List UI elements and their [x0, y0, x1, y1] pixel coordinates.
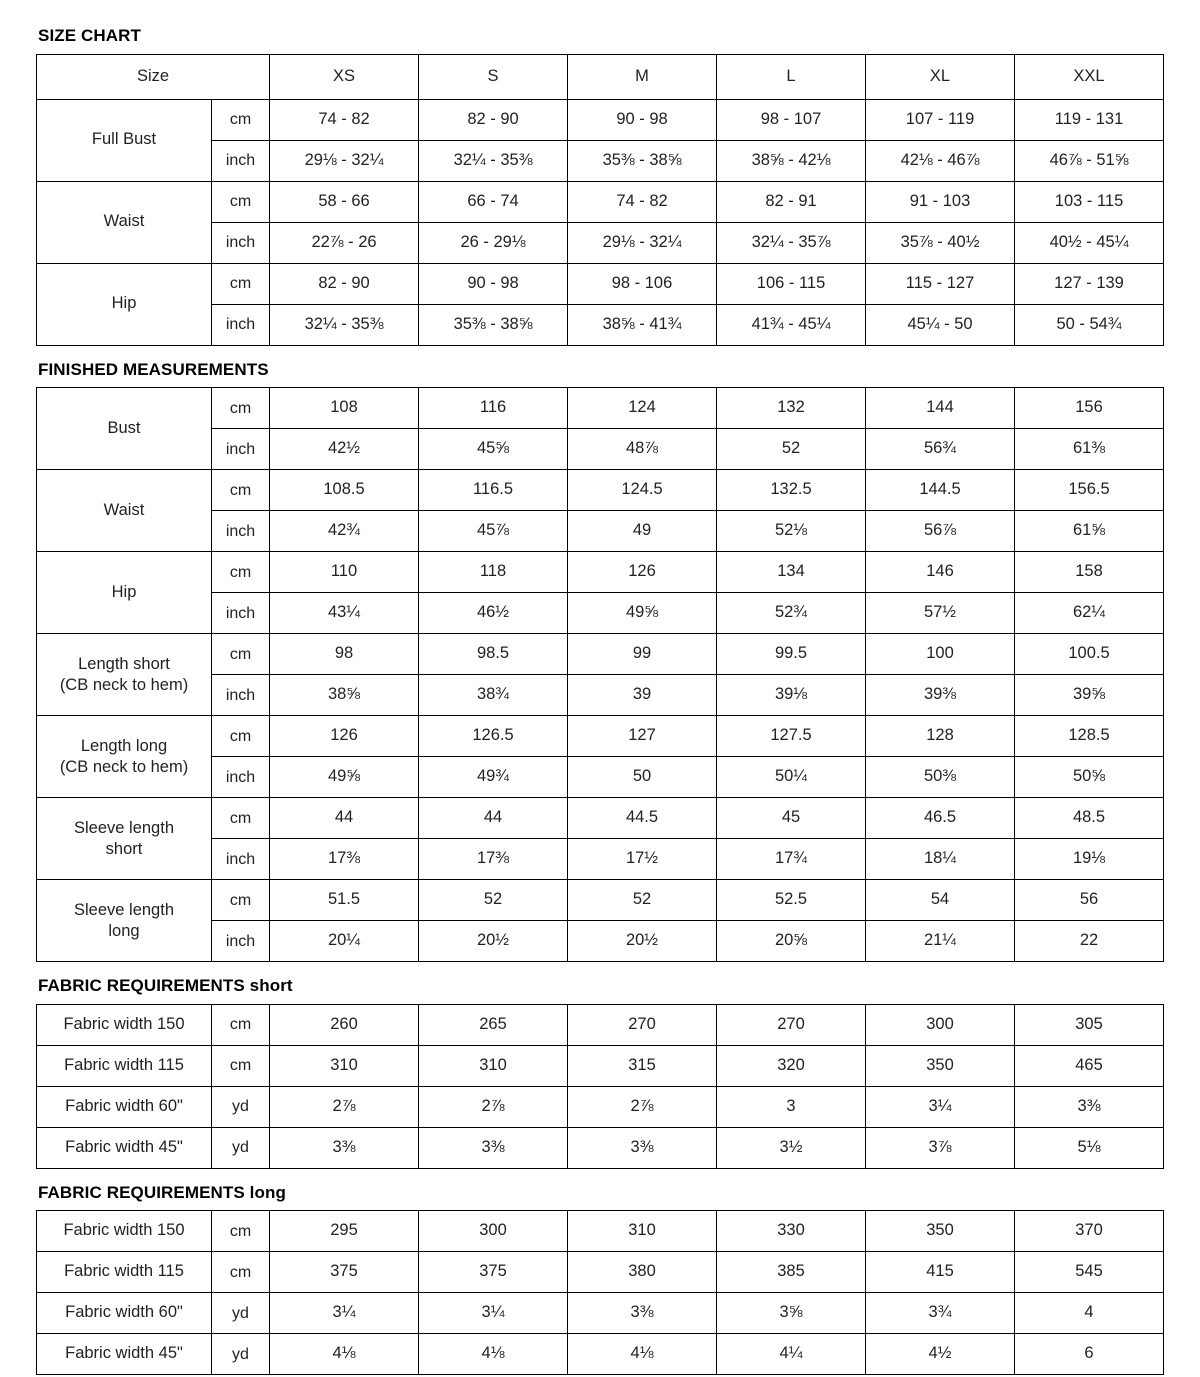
measurement-value: 44 — [419, 798, 568, 839]
row-label: Fabric width 115 — [37, 1045, 212, 1086]
measurement-value: 21¼ — [866, 921, 1015, 962]
measurement-value: 98 - 106 — [568, 263, 717, 304]
column-header-xxl: XXL — [1015, 54, 1164, 99]
fabric-value: 3⅜ — [1015, 1086, 1164, 1127]
column-header-l: L — [717, 54, 866, 99]
unit-label: inch — [212, 511, 270, 552]
measurement-value: 50 - 54¾ — [1015, 304, 1164, 345]
table-row — [37, 880, 1164, 921]
fabric-value: 350 — [866, 1211, 1015, 1252]
column-header-m: M — [568, 54, 717, 99]
measurement-value: 98.5 — [419, 634, 568, 675]
fabric-value: 300 — [866, 1004, 1015, 1045]
table-row — [37, 1045, 1164, 1086]
fabric-value: 3⅞ — [866, 1127, 1015, 1168]
measurement-value: 158 — [1015, 552, 1164, 593]
column-header-s: S — [419, 54, 568, 99]
fabric-value: 4 — [1015, 1293, 1164, 1334]
table-row — [37, 1086, 1164, 1127]
row-label: Waist — [37, 181, 212, 263]
size-chart-table — [36, 54, 1164, 346]
measurement-value: 90 - 98 — [419, 263, 568, 304]
measurement-value: 20½ — [568, 921, 717, 962]
measurement-value: 32¼ - 35⅜ — [270, 304, 419, 345]
measurement-value: 38⅝ — [270, 675, 419, 716]
unit-label: inch — [212, 429, 270, 470]
measurement-value: 39⅜ — [866, 675, 1015, 716]
measurement-value: 49⅝ — [270, 757, 419, 798]
unit-label: cm — [212, 1211, 270, 1252]
measurement-value: 44 — [270, 798, 419, 839]
measurement-value: 43¼ — [270, 593, 419, 634]
fabric-value: 3¼ — [419, 1293, 568, 1334]
fabric-value: 3¾ — [866, 1293, 1015, 1334]
unit-label: cm — [212, 880, 270, 921]
fabric-value: 375 — [270, 1252, 419, 1293]
measurement-value: 48⅞ — [568, 429, 717, 470]
row-label-line: long — [108, 921, 140, 940]
unit-label: yd — [212, 1293, 270, 1334]
measurement-value: 20½ — [419, 921, 568, 962]
measurement-value: 17¾ — [717, 839, 866, 880]
measurement-value: 156.5 — [1015, 470, 1164, 511]
measurement-value: 128.5 — [1015, 716, 1164, 757]
fabric-value: 305 — [1015, 1004, 1164, 1045]
measurement-value: 116 — [419, 388, 568, 429]
measurement-value: 46.5 — [866, 798, 1015, 839]
fabric-value: 465 — [1015, 1045, 1164, 1086]
fabric-value: 315 — [568, 1045, 717, 1086]
row-label-line: Sleeve length — [74, 900, 174, 919]
fabric-value: 295 — [270, 1211, 419, 1252]
measurement-value: 26 - 29⅛ — [419, 222, 568, 263]
measurement-value: 91 - 103 — [866, 181, 1015, 222]
measurement-value: 22 — [1015, 921, 1164, 962]
row-label — [37, 470, 212, 552]
fabric-value: 3¼ — [270, 1293, 419, 1334]
measurement-value: 35⅜ - 38⅝ — [568, 140, 717, 181]
measurement-value: 17⅜ — [270, 839, 419, 880]
fabric-value: 310 — [419, 1045, 568, 1086]
column-header-xs: XS — [270, 54, 419, 99]
measurement-value: 126 — [270, 716, 419, 757]
row-label-line: short — [105, 839, 143, 858]
measurement-value: 50⅜ — [866, 757, 1015, 798]
measurement-value: 108.5 — [270, 470, 419, 511]
unit-label: cm — [212, 1004, 270, 1045]
measurement-value: 106 - 115 — [717, 263, 866, 304]
table-row — [37, 181, 1164, 222]
fabric-value: 5⅛ — [1015, 1127, 1164, 1168]
column-header-xl: XL — [866, 54, 1015, 99]
fabric-value: 380 — [568, 1252, 717, 1293]
fabric-value: 4⅛ — [419, 1334, 568, 1375]
measurement-value: 45 — [717, 798, 866, 839]
row-label: Fabric width 150 — [37, 1004, 212, 1045]
row-label — [37, 880, 212, 962]
unit-label: cm — [212, 263, 270, 304]
measurement-value: 45⅝ — [419, 429, 568, 470]
row-label-line: Length long — [80, 736, 168, 755]
unit-label: inch — [212, 593, 270, 634]
fabric-value: 310 — [270, 1045, 419, 1086]
fabric-long-heading-suffix: long — [244, 1182, 286, 1202]
measurement-value: 50⅝ — [1015, 757, 1164, 798]
unit-label: yd — [212, 1334, 270, 1375]
unit-label: inch — [212, 304, 270, 345]
measurement-value: 124 — [568, 388, 717, 429]
table-row — [37, 1252, 1164, 1293]
measurement-value: 98 — [270, 634, 419, 675]
measurement-value: 134 — [717, 552, 866, 593]
table-row — [37, 716, 1164, 757]
table-row — [37, 634, 1164, 675]
measurement-value: 66 - 74 — [419, 181, 568, 222]
fabric-value: 270 — [717, 1004, 866, 1045]
fabric-value: 3⅝ — [717, 1293, 866, 1334]
fabric-value: 3⅜ — [419, 1127, 568, 1168]
table-row — [37, 388, 1164, 429]
measurement-value: 52 — [419, 880, 568, 921]
measurement-value: 39⅝ — [1015, 675, 1164, 716]
measurement-value: 74 - 82 — [270, 99, 419, 140]
measurement-value: 100.5 — [1015, 634, 1164, 675]
measurement-value: 156 — [1015, 388, 1164, 429]
measurement-value: 52.5 — [717, 880, 866, 921]
measurement-value: 56 — [1015, 880, 1164, 921]
measurement-value: 48.5 — [1015, 798, 1164, 839]
unit-label: inch — [212, 839, 270, 880]
measurement-value: 108 — [270, 388, 419, 429]
fabric-value: 385 — [717, 1252, 866, 1293]
measurement-value: 20¼ — [270, 921, 419, 962]
fabric-value: 3⅜ — [568, 1293, 717, 1334]
measurement-value: 42¾ — [270, 511, 419, 552]
measurement-value: 32¼ - 35⅞ — [717, 222, 866, 263]
measurement-value: 18¼ — [866, 839, 1015, 880]
measurement-value: 56⅞ — [866, 511, 1015, 552]
table-row — [37, 1293, 1164, 1334]
measurement-value: 52 — [717, 429, 866, 470]
fabric-short-heading-suffix: short — [244, 976, 293, 996]
measurement-value: 39⅛ — [717, 675, 866, 716]
fabric-value: 370 — [1015, 1211, 1164, 1252]
fabric-value: 3½ — [717, 1127, 866, 1168]
fabric-value: 270 — [568, 1004, 717, 1045]
unit-label: inch — [212, 757, 270, 798]
fabric-value: 300 — [419, 1211, 568, 1252]
fabric-value: 545 — [1015, 1252, 1164, 1293]
fabric-value: 375 — [419, 1252, 568, 1293]
measurement-value: 51.5 — [270, 880, 419, 921]
row-label: Fabric width 115 — [37, 1252, 212, 1293]
measurement-value: 82 - 90 — [419, 99, 568, 140]
measurement-value: 46⅞ - 51⅝ — [1015, 140, 1164, 181]
fabric-value: 2⅞ — [568, 1086, 717, 1127]
row-label-line: (CB neck to hem) — [59, 757, 189, 776]
measurement-value: 49 — [568, 511, 717, 552]
row-label-line: Sleeve length — [74, 818, 174, 837]
measurement-value: 45⅞ — [419, 511, 568, 552]
measurement-value: 17⅜ — [419, 839, 568, 880]
row-label-line: Waist — [103, 501, 145, 520]
row-label: Fabric width 45" — [37, 1127, 212, 1168]
fabric-value: 265 — [419, 1004, 568, 1045]
finished-measurements-heading: FINISHED MEASUREMENTS — [38, 359, 269, 379]
unit-label: inch — [212, 222, 270, 263]
table-row — [37, 1004, 1164, 1045]
row-label: Fabric width 60" — [37, 1293, 212, 1334]
unit-label: cm — [212, 388, 270, 429]
table-row — [37, 1334, 1164, 1375]
measurement-value: 144.5 — [866, 470, 1015, 511]
fabric-value: 350 — [866, 1045, 1015, 1086]
fabric-value: 3 — [717, 1086, 866, 1127]
fabric-value: 3⅜ — [568, 1127, 717, 1168]
measurement-value: 118 — [419, 552, 568, 593]
row-label-line: (CB neck to hem) — [59, 675, 189, 694]
measurement-value: 46½ — [419, 593, 568, 634]
row-label — [37, 388, 212, 470]
unit-label: cm — [212, 181, 270, 222]
measurement-value: 132.5 — [717, 470, 866, 511]
measurement-value: 61⅝ — [1015, 511, 1164, 552]
fabric-value: 3⅜ — [270, 1127, 419, 1168]
table-row — [37, 1127, 1164, 1168]
measurement-value: 127.5 — [717, 716, 866, 757]
fabric-value: 4⅛ — [568, 1334, 717, 1375]
measurement-value: 100 — [866, 634, 1015, 675]
row-label — [37, 716, 212, 798]
fabric-long-table — [36, 1210, 1164, 1375]
measurement-value: 45¼ - 50 — [866, 304, 1015, 345]
column-header-size: Size — [37, 54, 270, 99]
measurement-value: 116.5 — [419, 470, 568, 511]
measurement-value: 58 - 66 — [270, 181, 419, 222]
measurement-value: 99.5 — [717, 634, 866, 675]
measurement-value: 49⅝ — [568, 593, 717, 634]
measurement-value: 127 - 139 — [1015, 263, 1164, 304]
fabric-value: 3¼ — [866, 1086, 1015, 1127]
measurement-value: 110 — [270, 552, 419, 593]
measurement-value: 74 - 82 — [568, 181, 717, 222]
unit-label: inch — [212, 140, 270, 181]
measurement-value: 38¾ — [419, 675, 568, 716]
unit-label: yd — [212, 1127, 270, 1168]
measurement-value: 50¼ — [717, 757, 866, 798]
fabric-value: 330 — [717, 1211, 866, 1252]
measurement-value: 50 — [568, 757, 717, 798]
fabric-value: 2⅞ — [270, 1086, 419, 1127]
fabric-short-heading-main: FABRIC REQUIREMENTS — [38, 976, 245, 996]
fabric-value: 320 — [717, 1045, 866, 1086]
measurement-value: 99 — [568, 634, 717, 675]
fabric-value: 6 — [1015, 1334, 1164, 1375]
measurement-value: 132 — [717, 388, 866, 429]
measurement-value: 98 - 107 — [717, 99, 866, 140]
measurement-value: 82 - 90 — [270, 263, 419, 304]
measurement-value: 52 — [568, 880, 717, 921]
row-label: Fabric width 60" — [37, 1086, 212, 1127]
row-label: Hip — [37, 263, 212, 345]
unit-label: cm — [212, 634, 270, 675]
table-row — [37, 470, 1164, 511]
measurement-value: 35⅜ - 38⅝ — [419, 304, 568, 345]
fabric-value: 4½ — [866, 1334, 1015, 1375]
fabric-value: 260 — [270, 1004, 419, 1045]
table-row — [37, 99, 1164, 140]
measurement-value: 42⅛ - 46⅞ — [866, 140, 1015, 181]
table-row — [37, 798, 1164, 839]
measurement-value: 49¾ — [419, 757, 568, 798]
measurement-value: 61⅜ — [1015, 429, 1164, 470]
measurement-value: 107 - 119 — [866, 99, 1015, 140]
measurement-value: 52⅛ — [717, 511, 866, 552]
row-label: Fabric width 45" — [37, 1334, 212, 1375]
row-label — [37, 634, 212, 716]
measurement-value: 119 - 131 — [1015, 99, 1164, 140]
measurement-value: 146 — [866, 552, 1015, 593]
fabric-short-heading — [38, 976, 1164, 996]
measurement-value: 124.5 — [568, 470, 717, 511]
measurement-value: 44.5 — [568, 798, 717, 839]
measurement-value: 32¼ - 35⅜ — [419, 140, 568, 181]
measurement-value: 90 - 98 — [568, 99, 717, 140]
measurement-value: 40½ - 45¼ — [1015, 222, 1164, 263]
measurement-value: 20⅝ — [717, 921, 866, 962]
measurement-value: 41¾ - 45¼ — [717, 304, 866, 345]
size-chart-header-row — [37, 54, 1164, 99]
unit-label: cm — [212, 798, 270, 839]
measurement-value: 103 - 115 — [1015, 181, 1164, 222]
unit-label: inch — [212, 675, 270, 716]
row-label — [37, 798, 212, 880]
table-row — [37, 1211, 1164, 1252]
measurement-value: 29⅛ - 32¼ — [568, 222, 717, 263]
measurement-value: 126.5 — [419, 716, 568, 757]
measurement-value: 19⅛ — [1015, 839, 1164, 880]
measurement-value: 35⅞ - 40½ — [866, 222, 1015, 263]
fabric-value: 310 — [568, 1211, 717, 1252]
size-chart-heading: SIZE CHART — [38, 26, 141, 45]
unit-label: cm — [212, 552, 270, 593]
fabric-long-heading — [38, 1183, 1164, 1203]
finished-measurements-table — [36, 387, 1164, 962]
row-label-line: Hip — [111, 583, 137, 602]
unit-label: cm — [212, 470, 270, 511]
fabric-value: 415 — [866, 1252, 1015, 1293]
row-label-line: Bust — [107, 419, 141, 438]
measurement-value: 29⅛ - 32¼ — [270, 140, 419, 181]
measurement-value: 52¾ — [717, 593, 866, 634]
measurement-value: 17½ — [568, 839, 717, 880]
row-label: Fabric width 150 — [37, 1211, 212, 1252]
unit-label: inch — [212, 921, 270, 962]
fabric-value: 4¼ — [717, 1334, 866, 1375]
fabric-value: 2⅞ — [419, 1086, 568, 1127]
measurement-value: 38⅝ - 42⅛ — [717, 140, 866, 181]
row-label: Full Bust — [37, 99, 212, 181]
table-row — [37, 263, 1164, 304]
measurement-value: 128 — [866, 716, 1015, 757]
measurement-value: 38⅝ - 41¾ — [568, 304, 717, 345]
fabric-value: 4⅛ — [270, 1334, 419, 1375]
measurement-value: 57½ — [866, 593, 1015, 634]
unit-label: cm — [212, 1252, 270, 1293]
measurement-value: 127 — [568, 716, 717, 757]
unit-label: cm — [212, 99, 270, 140]
measurement-value: 42½ — [270, 429, 419, 470]
table-row — [37, 552, 1164, 593]
measurement-value: 54 — [866, 880, 1015, 921]
fabric-short-table — [36, 1004, 1164, 1169]
measurement-value: 82 - 91 — [717, 181, 866, 222]
measurement-value: 22⅞ - 26 — [270, 222, 419, 263]
measurement-value: 39 — [568, 675, 717, 716]
unit-label: yd — [212, 1086, 270, 1127]
measurement-value: 62¼ — [1015, 593, 1164, 634]
measurement-value: 56¾ — [866, 429, 1015, 470]
measurement-value: 115 - 127 — [866, 263, 1015, 304]
unit-label: cm — [212, 1045, 270, 1086]
row-label — [37, 552, 212, 634]
measurement-value: 144 — [866, 388, 1015, 429]
unit-label: cm — [212, 716, 270, 757]
measurement-value: 126 — [568, 552, 717, 593]
row-label-line: Length short — [78, 654, 170, 673]
fabric-long-heading-main: FABRIC REQUIREMENTS — [38, 1182, 245, 1202]
